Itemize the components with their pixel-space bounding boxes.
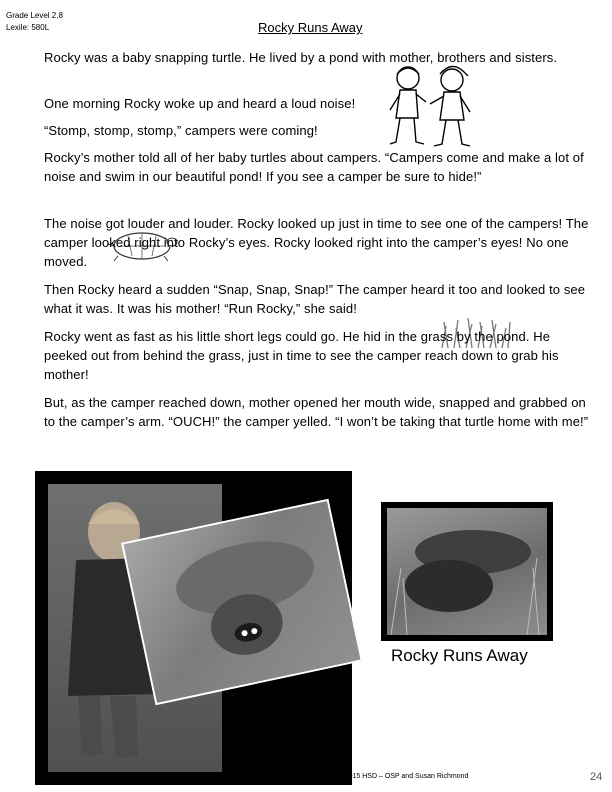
page-number: 24 [590,771,603,783]
story-paragraph: Rocky’s mother told all of her baby turtles about campers. “Campers come and make a lot of noise and swim in our beautiful pond! If you see a camper be sure to hide!” [44,150,584,184]
story-paragraph: The noise got louder and louder. Rocky looked up just in time to see one of the campers! The camper looked right into Rocky’s eyes. Rocky looked right into the camper’s eyes! No one moved. [44,216,589,269]
story-paragraph: Then Rocky heard a sudden “Snap, Snap, Snap!” The camper heard it too and looked to see what it was. It was his mother! “Run Rocky,” she said! [44,282,586,316]
story-paragraph: Rocky went as fast as his little short legs could go. He hid in the grass by the pond. He peeked out from behind the grass, just in time to see the camper reach down to grab his mother! [44,329,559,382]
story-paragraph: Rocky was a baby snapping turtle. He lived by a pond with mother, brothers and sisters. [44,50,558,65]
story-paragraph: One morning Rocky woke up and heard a loud noise! [44,96,356,111]
grade-level: Grade Level 2.8 [6,11,63,20]
photo-caption: Rocky Runs Away [391,646,528,665]
turtle-in-grass-figure [387,508,547,635]
story-title: Rocky Runs Away [258,20,363,35]
lexile-level: Lexile: 580L [6,23,50,32]
revision-footer: Rev. Control: 07/02/2015 HSD – OSP and Susan Richmond [283,773,469,780]
turtle-in-grass-photo [387,508,547,635]
grade-info [6,10,63,34]
story-paragraph: But, as the camper reached down, mother opened her mouth wide, snapped and grabbed on to the camper’s arm. “OUCH!” the camper yelled. “I won’t be taking that turtle home with me!” [44,395,589,429]
story-paragraph: “Stomp, stomp, stomp,” campers were coming! [44,123,318,138]
